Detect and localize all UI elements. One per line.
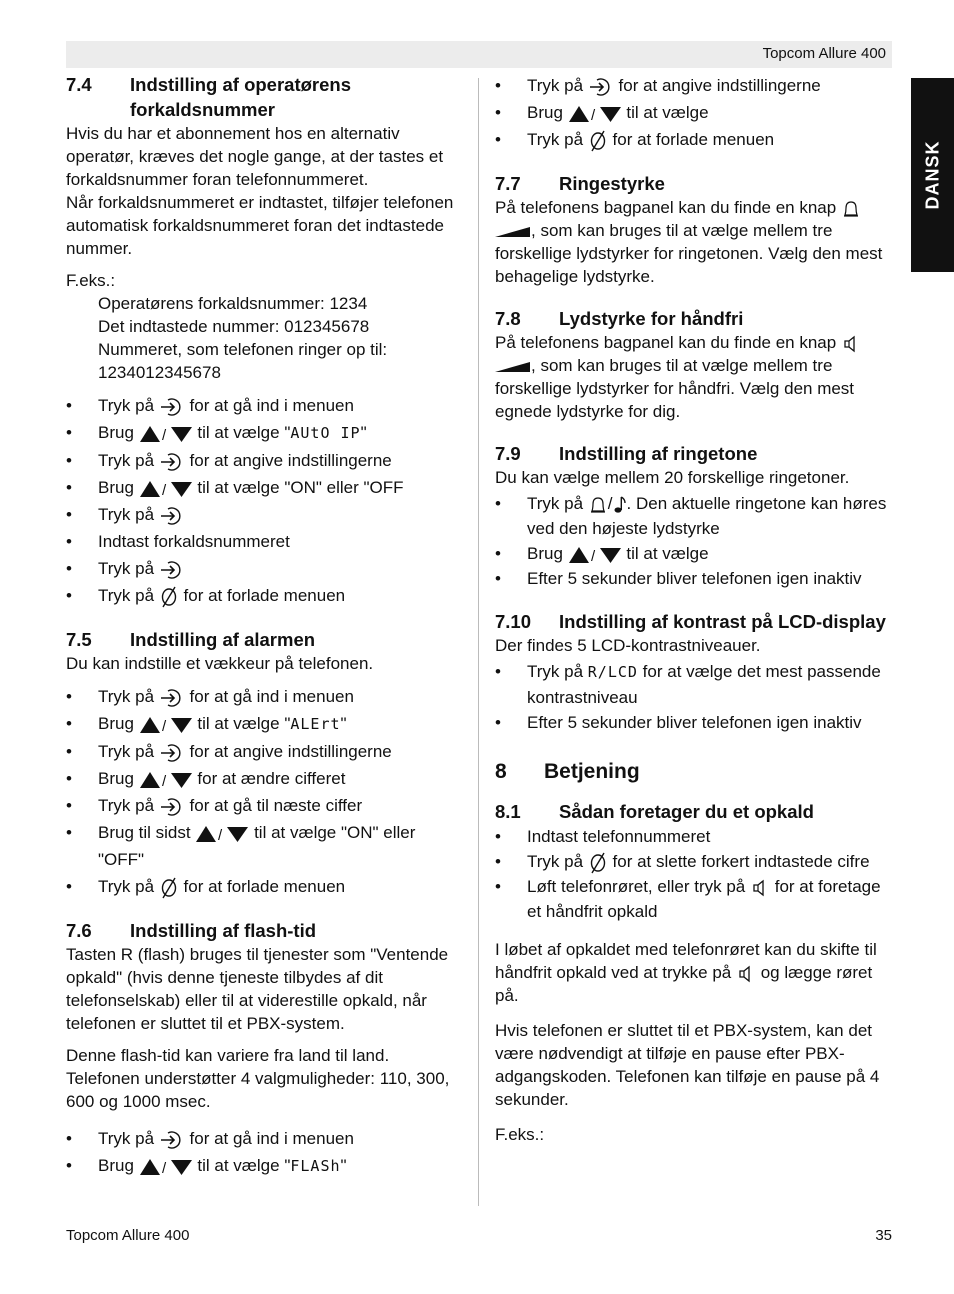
text-span: til at vælge "ON" eller "OFF" <box>98 823 416 869</box>
speaker-icon <box>841 333 861 352</box>
header-bar <box>66 41 892 68</box>
text-span: 7.9 <box>495 443 521 464</box>
text-span: Tryk på <box>527 494 584 513</box>
footer-title: Topcom Allure 400 <box>66 1227 190 1244</box>
text-span: 7.6 <box>66 920 92 941</box>
text-span: 7.7 <box>495 173 521 194</box>
list-item <box>66 792 466 819</box>
list-item <box>66 392 466 419</box>
svg-text:/: / <box>161 717 166 734</box>
text-span: Tryk på <box>98 687 155 706</box>
steps-list <box>66 683 466 900</box>
list-item: • Tryk på / . Den aktuelle ringetone kan høres ved den højeste lydstyrke <box>495 491 895 541</box>
up-down-icons <box>195 823 249 842</box>
lcd-text: AUtO IP <box>290 424 361 442</box>
text-span: 7.10 <box>495 611 532 632</box>
list-item <box>66 501 466 528</box>
text-span: Tryk på <box>527 852 584 871</box>
volume-wedge-icon <box>495 356 531 375</box>
svg-text:/: / <box>218 826 223 843</box>
list-item <box>66 1125 466 1152</box>
empty-set-icon <box>159 586 179 605</box>
list-item <box>66 710 466 738</box>
text-span: Tryk på <box>98 451 155 470</box>
text-span: for at gå til næste ciffer <box>189 796 363 815</box>
list-item <box>66 819 466 873</box>
text-span: Indstilling af operatørens forkaldsnummer <box>130 74 351 120</box>
list-item <box>66 582 466 609</box>
steps-list <box>495 824 895 924</box>
text-span: På telefonens bagpanel kan du finde en knap <box>495 198 837 217</box>
text-span: til at vælge <box>626 544 709 563</box>
svg-text:/: / <box>161 772 166 789</box>
text-span: til at vælge <box>626 103 709 122</box>
list-item: • Efter 5 sekunder bliver telefonen igen inaktiv <box>495 566 895 591</box>
paragraph <box>495 938 895 1007</box>
list-item <box>495 126 895 153</box>
list-item <box>495 849 895 874</box>
heading-7-4 <box>66 72 466 122</box>
text-span: " <box>360 423 367 442</box>
text-span: Ringestyrke <box>559 173 665 194</box>
steps-list <box>495 72 895 153</box>
text-span: for at foretage et håndfrit opkald <box>527 877 881 921</box>
lcd-text: FLASh <box>290 1157 341 1175</box>
speaker-icon <box>736 963 756 982</box>
enter-arrow-icon <box>159 559 185 578</box>
paragraph <box>495 196 895 288</box>
text-span: Betjening <box>544 760 640 783</box>
enter-arrow-icon <box>159 796 185 815</box>
svg-text:/: / <box>161 1159 166 1176</box>
music-note-icon <box>613 494 627 513</box>
up-down-icons <box>568 544 622 563</box>
header-title: Topcom Allure 400 <box>762 45 886 62</box>
heading-7-10 <box>495 609 895 634</box>
text-span: Indstilling af ringetone <box>559 443 758 464</box>
svg-text:/: / <box>590 106 595 123</box>
language-tab-label: DANSK <box>922 140 942 210</box>
list-item <box>66 765 466 792</box>
example-label: F.eks.: <box>66 271 116 290</box>
volume-wedge-icon <box>495 221 531 240</box>
steps-list <box>66 392 466 609</box>
example-label: F.eks.: <box>495 1125 545 1144</box>
heading-7-6 <box>66 918 466 943</box>
paragraph: Tasten R (flash) bruges til tjenester som "Ventende opkald" (hvis denne tjeneste tilbydes af dit telefonselskab) eller til at viderestille opkald, når telefonen er sluttet til et PBX-system. <box>66 945 449 1033</box>
text-span: for at forlade menuen <box>183 586 346 605</box>
left-column <box>66 72 466 1180</box>
heading-7-5 <box>66 627 466 652</box>
text-span: 7.4 <box>66 74 92 95</box>
text-span: 7.5 <box>66 629 92 650</box>
text-span: for at gå ind i menuen <box>189 1129 354 1148</box>
list-item <box>495 874 895 924</box>
text-span: Sådan foretager du et opkald <box>559 801 814 822</box>
text-span: Tryk på <box>98 505 155 524</box>
heading-7-9 <box>495 441 895 466</box>
text-span: På telefonens bagpanel kan du finde en knap <box>495 333 837 352</box>
text-span: og lægge røret på. <box>495 963 873 1005</box>
list-item: • Indtast telefonnummeret <box>495 824 895 849</box>
text-span: for at angive indstillingerne <box>189 451 392 470</box>
up-down-icons <box>139 423 193 442</box>
list-item <box>495 659 895 710</box>
text-span: Indstilling af flash-tid <box>130 920 317 941</box>
heading-8-1 <box>495 799 895 824</box>
list-item: • Indtast forkaldsnummeret <box>66 528 466 555</box>
enter-arrow-icon <box>159 742 185 761</box>
text-span: Tryk på <box>98 396 155 415</box>
language-tab <box>911 78 954 272</box>
empty-set-icon <box>159 877 179 896</box>
text-span: for at gå ind i menuen <box>189 687 354 706</box>
text-span: 8.1 <box>495 801 521 822</box>
paragraph: Denne flash-tid kan variere fra land til land. Telefonen understøtter 4 valgmuligheder: 110, 300, 600 og 1000 msec. <box>66 1046 450 1111</box>
steps-list <box>495 491 895 591</box>
text-span: . Den aktuelle ringetone kan høres ved den højeste lydstyrke <box>527 494 887 538</box>
text-span: for at vælge det mest passende kontrastniveau <box>527 662 881 707</box>
text-span: Brug <box>98 423 134 442</box>
paragraph: Hvis telefonen er sluttet til et PBX-system, kan det være nødvendigt at tilføje en pause efter PBX-adgangskoden. Telefonen kan tilføje en pause på 4 sekunder. <box>495 1021 880 1109</box>
text-span: for at angive indstillingerne <box>189 742 392 761</box>
text-span: Tryk på <box>527 662 584 681</box>
bell-icon <box>841 198 861 217</box>
text-span: , som kan bruges til at vælge mellem tre forskellige lydstyrker for ringetonen. Vælg den mest behagelige lydstyrke. <box>495 221 883 286</box>
list-item <box>66 873 466 900</box>
text-span: Brug <box>98 714 134 733</box>
text-span: Brug <box>98 478 134 497</box>
text-span: for at slette forkert indtastede cifre <box>612 852 870 871</box>
text-span: Brug <box>98 1156 134 1175</box>
text-span: I løbet af opkaldet med telefonrøret kan du skifte til håndfrit opkald ved at trykke på <box>495 940 877 982</box>
text-span: til at vælge "ON" eller "OFF <box>197 478 404 497</box>
heading-7-7 <box>495 171 895 196</box>
heading-8 <box>495 759 895 785</box>
text-span: til at vælge " <box>197 423 291 442</box>
text-span: Løft telefonrøret, eller tryk på <box>527 877 746 896</box>
list-item <box>66 447 466 474</box>
list-item <box>66 1152 466 1180</box>
list-item <box>66 555 466 582</box>
list-item: • Efter 5 sekunder bliver telefonen igen inaktiv <box>495 710 895 735</box>
list-item <box>66 419 466 447</box>
text-span: for at angive indstillingerne <box>618 76 821 95</box>
list-item <box>66 474 466 501</box>
empty-set-icon <box>588 130 608 149</box>
enter-arrow-icon <box>159 451 185 470</box>
text-span: Tryk på <box>98 742 155 761</box>
text-span: for at forlade menuen <box>612 130 775 149</box>
text-span: for at gå ind i menuen <box>189 396 354 415</box>
list-item <box>495 541 895 566</box>
paragraph: Når forkaldsnummeret er indtastet, tilføjer telefonen automatisk forkaldsnummeret foran det indtastede nummer. <box>66 193 454 258</box>
up-down-icons <box>139 1156 193 1175</box>
heading-7-8 <box>495 306 895 331</box>
example-line: Nummeret, som telefonen ringer op til: 1234012345678 <box>98 340 388 382</box>
empty-set-icon <box>588 852 608 871</box>
text-span: Tryk på <box>527 130 584 149</box>
text-span: Brug til sidst <box>98 823 191 842</box>
speaker-icon <box>750 877 770 896</box>
up-down-icons <box>139 478 193 497</box>
list-item <box>66 683 466 710</box>
right-column <box>495 72 895 1146</box>
enter-arrow-icon <box>159 505 185 524</box>
paragraph <box>495 331 895 423</box>
text-span: Tryk på <box>98 559 155 578</box>
paragraph: Du kan indstille et vækkeur på telefonen. <box>66 654 374 673</box>
lcd-text: ALErt <box>290 715 341 733</box>
enter-arrow-icon <box>588 76 614 95</box>
paragraph: Der findes 5 LCD-kontrastniveauer. <box>495 636 761 655</box>
enter-arrow-icon <box>159 396 185 415</box>
text-span: til at vælge " <box>197 714 291 733</box>
text-span: Tryk på <box>98 586 155 605</box>
svg-text:/: / <box>590 547 595 564</box>
text-span: 8 <box>495 760 507 783</box>
text-span: , som kan bruges til at vælge mellem tre forskellige lydstyrker for håndfri. Vælg den mest egnede lydstyrke for dig. <box>495 356 855 421</box>
list-item <box>66 738 466 765</box>
steps-list <box>495 659 895 735</box>
page-number: 35 <box>875 1227 892 1244</box>
list-item <box>495 72 895 99</box>
paragraph: Hvis du har et abonnement hos en alternativ operatør, kræves det nogle gange, at der tastes et forkaldsnummer foran telefonnummeret. <box>66 124 444 189</box>
text-span: Indstilling af alarmen <box>130 629 316 650</box>
example-line: Operatørens forkaldsnummer: 1234 <box>98 294 368 313</box>
text-span: Brug <box>98 769 134 788</box>
text-span: Brug <box>527 544 563 563</box>
text-span: Indstilling af kontrast på LCD-display <box>559 611 886 632</box>
steps-list <box>66 1125 466 1180</box>
text-span: Tryk på <box>98 877 155 896</box>
text-span: Tryk på <box>98 796 155 815</box>
text-span: til at vælge " <box>197 1156 291 1175</box>
bell-icon <box>588 494 608 513</box>
column-divider <box>478 78 479 1206</box>
text-span: Lydstyrke for håndfri <box>559 308 744 329</box>
paragraph: Du kan vælge mellem 20 forskellige ringetoner. <box>495 468 850 487</box>
text-span: Brug <box>527 103 563 122</box>
enter-arrow-icon <box>159 687 185 706</box>
text-span: 7.8 <box>495 308 521 329</box>
svg-text:/: / <box>161 426 166 443</box>
up-down-icons <box>568 103 622 122</box>
r-lcd-key-label: R/LCD <box>587 663 638 681</box>
list-item <box>495 99 895 126</box>
enter-arrow-icon <box>159 1129 185 1148</box>
text-span: " <box>340 714 347 733</box>
svg-text:/: / <box>161 481 166 498</box>
text-span: for at forlade menuen <box>183 877 346 896</box>
text-span: Tryk på <box>527 76 584 95</box>
up-down-icons <box>139 769 193 788</box>
text-span: for at ændre cifferet <box>197 769 346 788</box>
up-down-icons <box>139 714 193 733</box>
example-line: Det indtastede nummer: 012345678 <box>98 317 370 336</box>
text-span: " <box>340 1156 347 1175</box>
text-span: Tryk på <box>98 1129 155 1148</box>
